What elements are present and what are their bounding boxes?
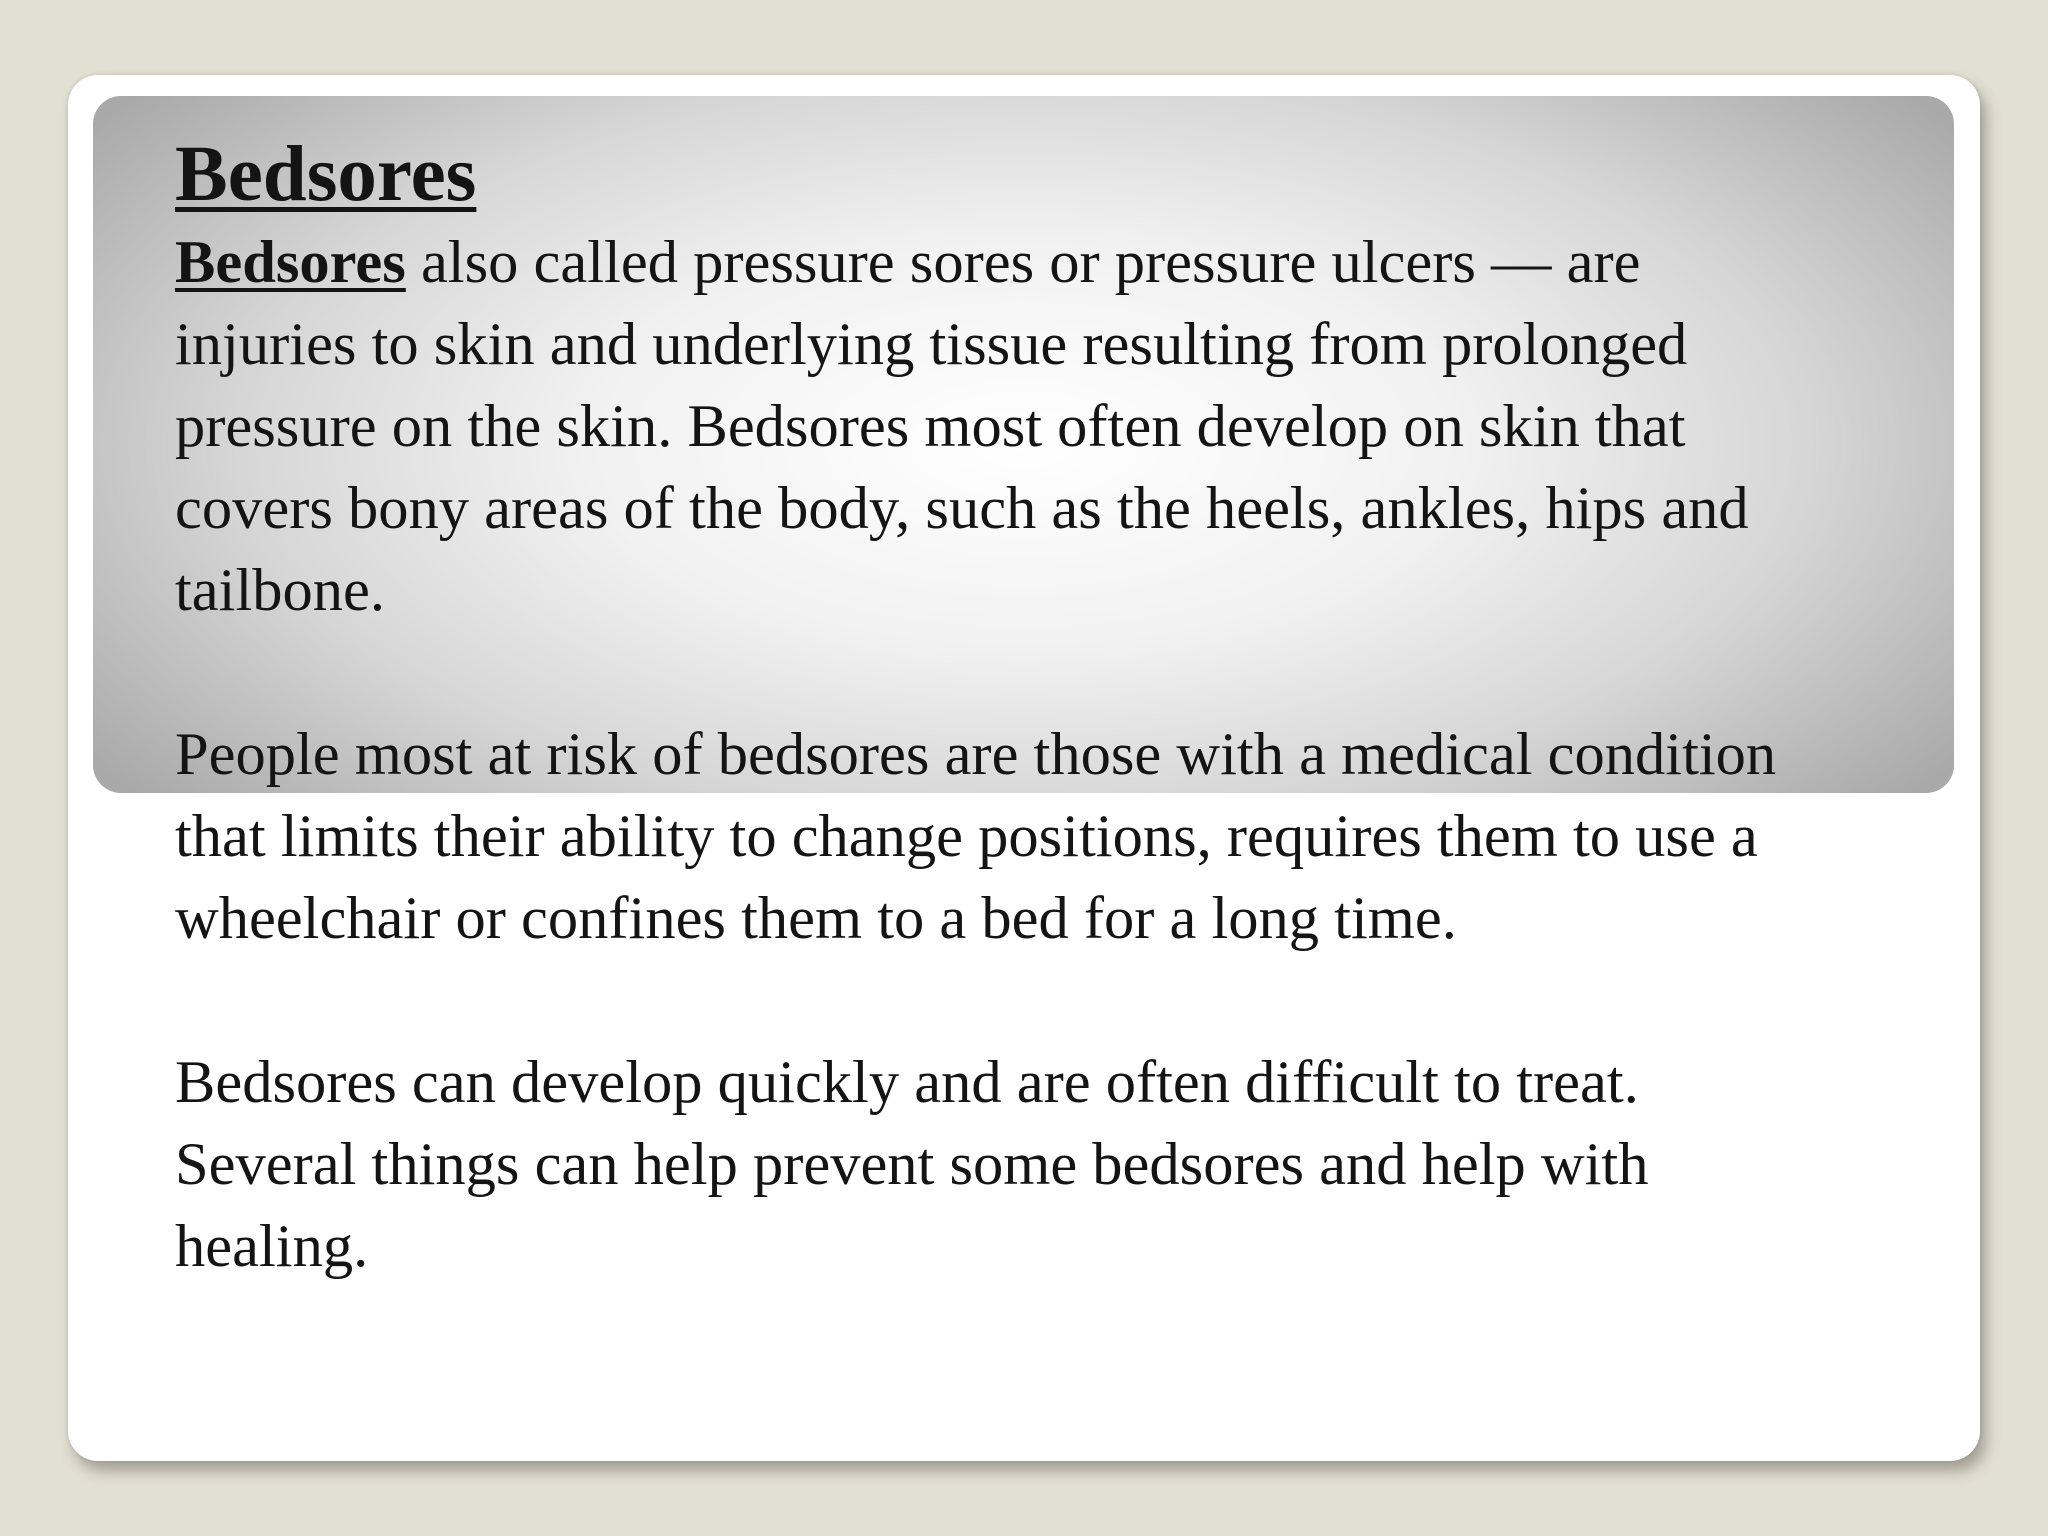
definition-lead-term: Bedsores [175,229,406,296]
paragraph-spacer [175,632,1975,714]
slide-title: Bedsores [175,131,477,218]
treatment-paragraph: Bedsores can develop quickly and are often difficult to treat. Several things can help prevent some bedsores and help with healing. [175,1049,1649,1280]
definition-text: also called pressure sores or pressure ulcers — are injuries to skin and underlying tissue resulting from prolonged pressure on the skin. Bedsores most often develop on skin that covers bony areas of the body, such as the heels, ankles, hips and tailbone. [175,229,1749,624]
slide-content [175,128,1975,1288]
definition-paragraph [175,222,1975,632]
risk-paragraph: People most at risk of bedsores are those with a medical condition that limits their ability to change positions, requires them to use a wheelchair or confines them to a bed for a long time. [175,721,1777,952]
paragraph-spacer [175,960,1975,1042]
